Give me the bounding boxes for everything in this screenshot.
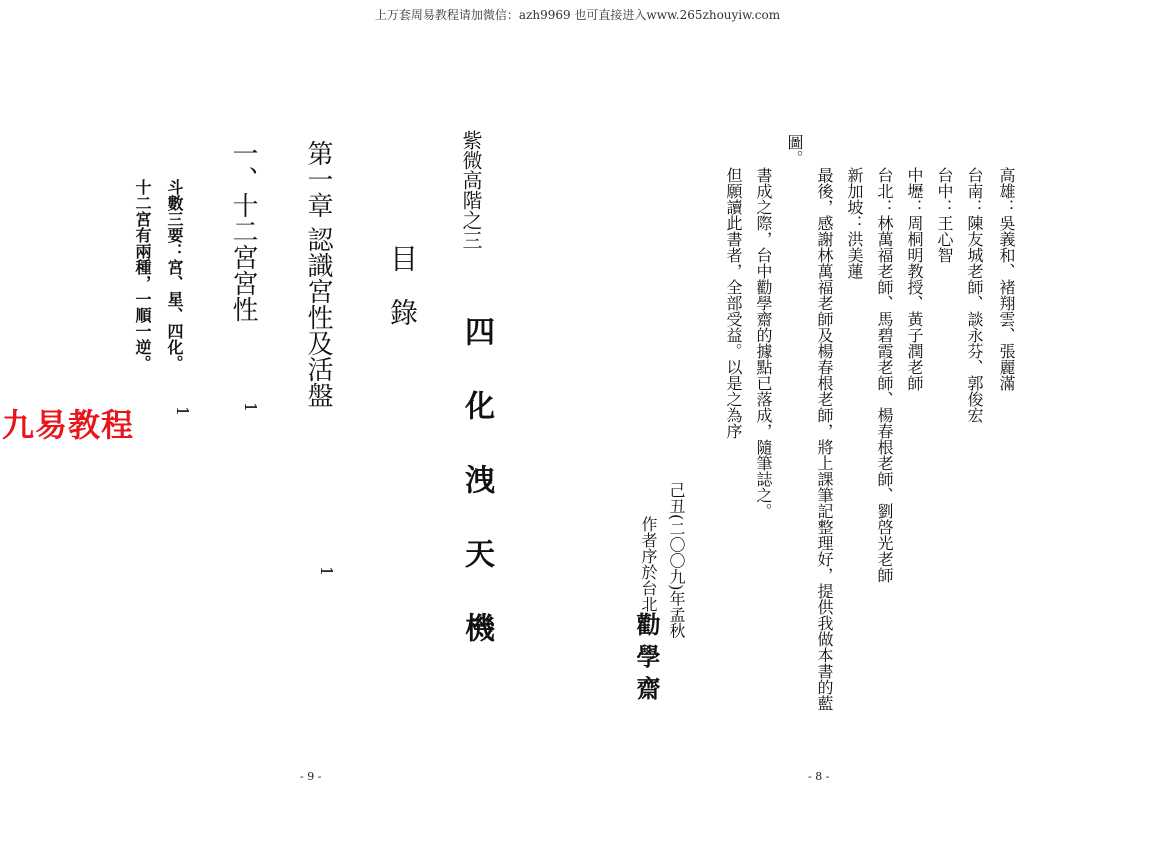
preface-line-1: 高雄：吳義和、褚翔雲、張麗滿 xyxy=(997,167,1016,391)
toc-heading: 目錄 xyxy=(386,244,419,352)
toc-point-1: 斗數三要：宮、星、四化。 xyxy=(165,179,184,371)
page-number-right: - 8 - xyxy=(808,770,830,783)
chapter-page: 1 xyxy=(317,566,336,577)
preface-line-7: 最後，感謝林萬福老師及楊春根老師，將上課筆記整理好，提供我做本書的藍 xyxy=(815,167,834,711)
watermark-logo: 九易教程 xyxy=(2,406,135,444)
preface-line-10: 但願讀此書者，全部受益。以是之為序 xyxy=(724,167,743,439)
preface-date: 己丑(二〇〇九)年孟秋 xyxy=(667,482,686,639)
book-title: 四化洩天機 xyxy=(459,316,494,686)
preface-line-8: 圖。 xyxy=(785,134,804,166)
toc-point-2: 十二宮有兩種，一順一逆。 xyxy=(133,179,152,371)
header-banner: 上万套周易教程请加微信：azh9969 也可直接进入www.265zhouyiw.com xyxy=(374,8,781,22)
page-number-left: - 9 - xyxy=(300,770,322,783)
preface-line-2: 台南：陳友城老師、談永芬、郭俊宏 xyxy=(965,167,984,423)
author-seal: 勸學齋 xyxy=(632,612,660,708)
preface-line-9: 書成之際，台中勸學齋的據點已落成，隨筆誌之。 xyxy=(754,167,773,519)
preface-line-4: 中壢：周桐明教授、黃子潤老師 xyxy=(905,167,924,391)
section-page: 1 xyxy=(241,402,260,413)
preface-author: 作者序於台北 xyxy=(639,516,658,612)
series-title: 紫微高階之三 xyxy=(459,130,483,250)
preface-line-3: 台中：王心智 xyxy=(935,167,954,263)
section-title: 一、十二宮宮性 xyxy=(228,140,258,322)
preface-line-6: 新加坡：洪美蓮 xyxy=(845,167,864,279)
preface-line-5: 台北：林萬福老師、馬碧霞老師、楊春根老師、劉啓光老師 xyxy=(875,167,894,583)
chapter-title: 第一章 認識宮性及活盤 xyxy=(303,140,333,409)
toc-point-1-page: 1 xyxy=(173,406,192,417)
